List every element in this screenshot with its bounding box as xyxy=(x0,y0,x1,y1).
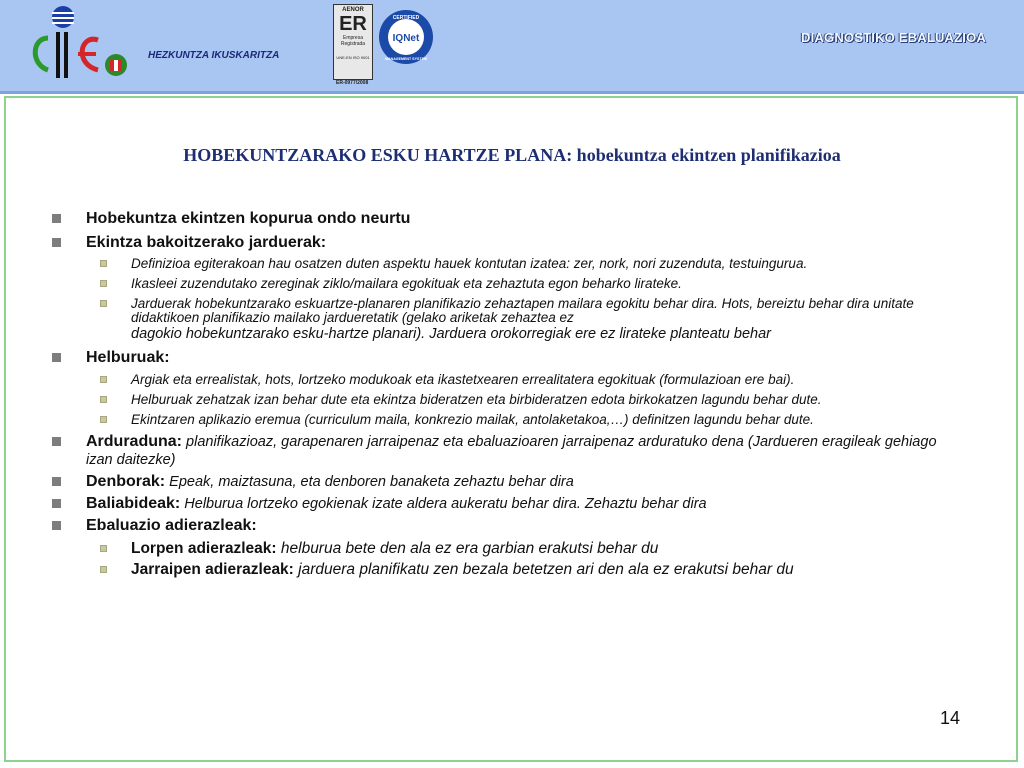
sub-list-item: Argiak eta errealistak, hots, lortzeko modukoak eta ikastetxearen errealitatera egokituak (formulazioan ere bai). xyxy=(52,373,952,387)
sub-list-item: Helburuak zehatzak izan behar dute eta ekintza bideratzen eta birbideratzen edota birkokatzen lagundu behar dute. xyxy=(52,393,952,407)
bullet-icon xyxy=(52,477,61,486)
iqnet-label: IQNet xyxy=(392,33,420,44)
aenor-label: AENOR xyxy=(342,7,364,13)
iqnet-seal-icon xyxy=(377,8,435,66)
section-title: DIAGNOSTIKO EBALUAZIOA xyxy=(801,30,986,45)
bullet-icon xyxy=(52,437,61,446)
bullet-icon xyxy=(100,416,107,423)
bullet-icon xyxy=(100,566,107,573)
bullet-icon xyxy=(52,238,61,247)
header-bar xyxy=(0,0,1024,94)
sub-list-item: Lorpen adierazleak: helburua bete den ala ez era garbian erakutsi behar du xyxy=(52,540,952,557)
sub-list-item: Ekintzaren aplikazio eremua (curriculum maila, konkrezio mailak, antolaketakoa,…) definitzen lagundu behar dute. xyxy=(52,413,952,427)
certified-label: CERTIFIED xyxy=(392,15,420,21)
ie-logo-icon xyxy=(26,4,104,84)
management-system-label: MANAGEMENT SYSTEM xyxy=(385,57,427,61)
aenor-line-3: UNE-EN ISO 9001 xyxy=(336,55,370,60)
list-item: Ekintza bakoitzerako jarduerak: xyxy=(52,234,952,252)
slide-content xyxy=(52,210,952,578)
list-item: Helburuak: xyxy=(52,349,952,367)
page-number: 14 xyxy=(940,708,961,728)
list-item: Denborak: Epeak, maiztasuna, eta denboren banaketa zehaztu behar dira xyxy=(52,473,952,491)
certification-code: ER-0977/2008 xyxy=(336,80,369,86)
slide-title: HOBEKUNTZARAKO ESKU HARTZE PLANA: hobekuntza ekintzen planifikazioa xyxy=(183,145,841,165)
aenor-line-2: Registrada xyxy=(340,41,366,47)
er-mark: ER xyxy=(339,13,367,35)
sub-list-item-continuation: dagokio hobekuntzarako esku-hartze planari). Jarduera orokorregiak ere ez lirateke planteatu behar xyxy=(131,326,771,342)
sub-list-item: Ikasleei zuzendutako zereginak ziklo/mailara egokituak eta zehaztuta egon beharko lirateke. xyxy=(52,277,952,291)
sub-list-item: Jarraipen adierazleak: jarduera planifikatu zen bezala betetzen ari den ala ez erakutsi behar du xyxy=(52,561,952,578)
sub-list-item: Definizioa egiterakoan hau osatzen duten aspektu hauek kontutan izatea: zer, nork, nori zuzenduta, testuingurua. xyxy=(52,257,952,271)
aenor-line-1: Empresa xyxy=(342,35,363,41)
aenor-certification-badge xyxy=(333,4,373,80)
bullet-icon xyxy=(52,499,61,508)
bullet-icon xyxy=(100,300,107,307)
bullet-icon xyxy=(100,376,107,383)
bullet-icon xyxy=(100,545,107,552)
coat-of-arms-icon xyxy=(102,52,130,78)
list-item: Baliabideak: Helburua lortzeko egokienak izate aldera aukeratu behar dira. Zehaztu behar dira xyxy=(52,495,952,513)
header-divider xyxy=(0,91,1024,94)
bullet-icon xyxy=(52,214,61,223)
list-item: Ebaluazio adierazleak: xyxy=(52,517,952,535)
organization-name: HEZKUNTZA IKUSKARITZA xyxy=(148,50,280,61)
bullet-icon xyxy=(100,280,107,287)
bullet-icon xyxy=(100,396,107,403)
list-item: Hobekuntza ekintzen kopurua ondo neurtu xyxy=(52,210,952,228)
list-item: Arduraduna: planifikazioaz, garapenaren jarraipenaz eta ebaluazioaren jarraipenaz arduratuko dena (Jardueren eragileak gehiago izan daitezke) xyxy=(52,433,952,469)
bullet-icon xyxy=(100,260,107,267)
sub-list-item: Jarduerak hobekuntzarako eskuartze-planaren planifikazio zehaztapen mailara egokitu behar dira. Hots, bereiztu behar dira unitate didaktikoen planifikazio mailako jardueretatik (gelako ariketak zehaztea ez dagokio hobekuntzarako esku-hartze planari). Jarduera orokorregiak ere ez lirateke planteatu behar xyxy=(52,297,952,343)
bullet-icon xyxy=(52,521,61,530)
bullet-icon xyxy=(52,353,61,362)
